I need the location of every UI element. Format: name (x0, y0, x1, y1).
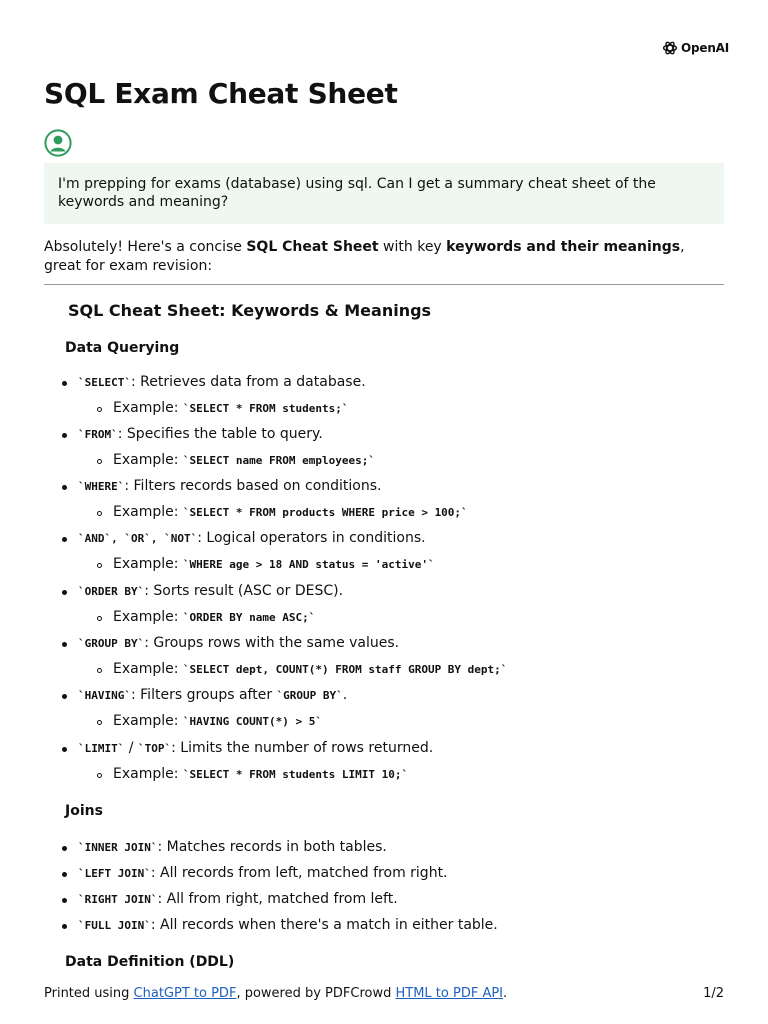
keyword-code: `LIMIT` (78, 742, 125, 755)
keyword-code: `NOT` (164, 532, 198, 545)
example-label: Example: (113, 452, 183, 468)
example-label: Example: (113, 400, 183, 416)
example-label: Example: (113, 556, 183, 572)
keyword-code: `GROUP BY` (276, 689, 343, 702)
list-item (78, 477, 381, 496)
chatgpt-to-pdf-link[interactable]: ChatGPT to PDF (133, 986, 237, 1001)
intro-bold-keywords: keywords and their meanings (446, 239, 681, 255)
example-label: Example: (113, 661, 183, 677)
sub-bullet (97, 616, 102, 621)
keyword-meaning: : All records when there's a match in either table. (150, 917, 498, 933)
example-code: `SELECT dept, COUNT(*) FROM staff GROUP BY dept;` (182, 663, 508, 676)
example-item (113, 451, 375, 470)
list-item (78, 582, 343, 601)
example-code: `HAVING COUNT(*) > 5` (182, 715, 322, 728)
page-title: SQL Exam Cheat Sheet (44, 77, 398, 110)
example-item (113, 555, 435, 574)
keyword-code: `RIGHT JOIN` (78, 893, 158, 906)
keyword-meaning: : Retrieves data from a database. (130, 374, 366, 390)
keyword-code: `GROUP BY` (78, 637, 145, 650)
divider (44, 284, 724, 285)
bullet (62, 898, 67, 903)
openai-logo (662, 40, 729, 56)
list-item (78, 916, 498, 935)
keyword-code: `TOP` (137, 742, 172, 755)
keyword-code: `WHERE` (78, 480, 125, 493)
keyword-meaning: : Matches records in both tables. (157, 839, 387, 855)
keyword-code: `ORDER BY` (78, 585, 145, 598)
list-item (78, 634, 399, 653)
list-item (78, 838, 387, 857)
footer (44, 985, 724, 1002)
intro-text: , great for exam revision: (44, 239, 685, 274)
keyword-meaning: : Limits the number of rows returned. (171, 740, 434, 756)
intro-bold-cheatsheet: SQL Cheat Sheet (246, 239, 379, 255)
footer-text: . (503, 986, 508, 1001)
list-item (78, 373, 366, 392)
bullet (62, 694, 67, 699)
example-item (113, 765, 408, 784)
example-item (113, 660, 507, 679)
bullet (62, 924, 67, 929)
keyword-meaning: : All records from left, matched from right. (150, 865, 448, 881)
keyword-meaning: : Logical operators in conditions. (197, 530, 426, 546)
footer-text: Printed using (44, 986, 134, 1001)
assistant-intro (44, 238, 724, 276)
bullet (62, 590, 67, 595)
cheat-sheet-heading: SQL Cheat Sheet: Keywords & Meanings (68, 301, 432, 320)
example-label: Example: (113, 713, 183, 729)
keyword-meaning: : Specifies the table to query. (117, 426, 323, 442)
page-number: 1/2 (703, 986, 724, 1001)
intro-text: with key (378, 239, 447, 255)
example-code: `SELECT * FROM students LIMIT 10;` (182, 768, 409, 781)
sub-bullet (97, 407, 102, 412)
keyword-code: `SELECT` (78, 376, 131, 389)
keyword-meaning: : All from right, matched from left. (157, 891, 398, 907)
example-item (113, 399, 348, 418)
example-label: Example: (113, 504, 183, 520)
user-avatar-icon (44, 129, 72, 161)
example-code: `SELECT * FROM students;` (182, 402, 349, 415)
section-title-ddl: Data Definition (DDL) (65, 954, 235, 970)
separator: , (150, 532, 165, 545)
bullet (62, 485, 67, 490)
sub-bullet (97, 563, 102, 568)
example-item (113, 608, 315, 627)
keyword-code: `AND` (78, 532, 112, 545)
punctuation: . (342, 687, 348, 703)
html-to-pdf-api-link[interactable]: HTML to PDF API (395, 986, 504, 1001)
list-item (78, 686, 347, 705)
bullet (62, 433, 67, 438)
bullet (62, 537, 67, 542)
keyword-code: `HAVING` (78, 689, 131, 702)
example-code: `SELECT * FROM products WHERE price > 100;` (182, 506, 468, 519)
sub-bullet (97, 773, 102, 778)
list-item (78, 739, 433, 758)
bullet (62, 642, 67, 647)
keyword-meaning: : Groups rows with the same values. (144, 635, 400, 651)
example-label: Example: (113, 766, 183, 782)
example-item (113, 712, 322, 731)
bullet (62, 872, 67, 877)
keyword-code: `INNER JOIN` (78, 841, 158, 854)
list-item (78, 890, 398, 909)
bullet (62, 747, 67, 752)
section-title-data-querying: Data Querying (65, 340, 180, 356)
keyword-meaning: : Sorts result (ASC or DESC). (144, 583, 344, 599)
openai-icon (662, 40, 678, 56)
bullet (62, 846, 67, 851)
example-code: `SELECT name FROM employees;` (182, 454, 375, 467)
bullet (62, 381, 67, 386)
sub-bullet (97, 720, 102, 725)
example-code: `ORDER BY name ASC;` (182, 611, 316, 624)
user-message: I'm prepping for exams (database) using sql. Can I get a summary cheat sheet of the keywords and meaning? (44, 163, 724, 224)
keyword-meaning: : Filters groups after (130, 687, 277, 703)
example-item (113, 503, 468, 522)
keyword-meaning: : Filters records based on conditions. (124, 478, 382, 494)
section-title-joins: Joins (65, 803, 103, 819)
sub-bullet (97, 511, 102, 516)
intro-text: Absolutely! Here's a concise (44, 239, 247, 255)
sub-bullet (97, 668, 102, 673)
list-item (78, 425, 323, 444)
list-item (78, 529, 426, 548)
sub-bullet (97, 459, 102, 464)
example-label: Example: (113, 609, 183, 625)
example-code: `WHERE age > 18 AND status = 'active'` (182, 558, 435, 571)
footer-text: , powered by PDFCrowd (236, 986, 396, 1001)
keyword-code: `LEFT JOIN` (78, 867, 151, 880)
separator: , (111, 532, 125, 545)
keyword-code: `OR` (124, 532, 151, 545)
logo-text: OpenAI (681, 41, 730, 55)
separator: / (124, 740, 138, 756)
keyword-code: `FULL JOIN` (78, 919, 151, 932)
list-item (78, 864, 448, 883)
keyword-code: `FROM` (78, 428, 118, 441)
